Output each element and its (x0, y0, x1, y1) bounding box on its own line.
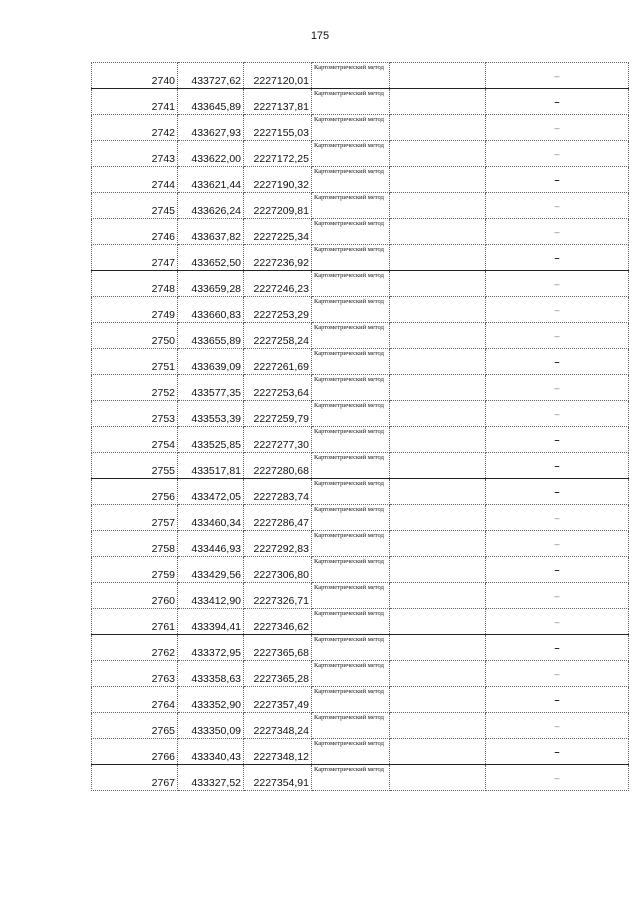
page-number: 175 (310, 30, 330, 42)
note-cell: – (486, 245, 629, 271)
x-coordinate-cell: 433358,63 (178, 661, 244, 687)
method-cell: Картометрический метод (312, 323, 390, 349)
note-cell: – (486, 453, 629, 479)
method-cell: Картометрический метод (312, 557, 390, 583)
x-coordinate-cell: 433660,83 (178, 297, 244, 323)
x-coordinate-cell: 433472,05 (178, 479, 244, 505)
point-number-cell: 2740 (92, 63, 178, 89)
note-cell: – (486, 609, 629, 635)
y-coordinate-cell: 2227259,79 (244, 401, 312, 427)
table-row (92, 765, 629, 791)
x-coordinate-cell: 433412,90 (178, 583, 244, 609)
table-row (92, 89, 629, 115)
empty-cell (390, 427, 486, 453)
x-coordinate-cell: 433645,89 (178, 89, 244, 115)
method-cell: Картометрический метод (312, 661, 390, 687)
x-coordinate-cell: 433659,28 (178, 271, 244, 297)
empty-cell (390, 349, 486, 375)
point-number-cell: 2748 (92, 271, 178, 297)
y-coordinate-cell: 2227354,91 (244, 765, 312, 791)
y-coordinate-cell: 2227286,47 (244, 505, 312, 531)
y-coordinate-cell: 2227283,74 (244, 479, 312, 505)
note-cell: – (486, 739, 629, 765)
note-cell: – (486, 401, 629, 427)
x-coordinate-cell: 433652,50 (178, 245, 244, 271)
method-cell: Картометрический метод (312, 63, 390, 89)
y-coordinate-cell: 2227357,49 (244, 687, 312, 713)
method-cell: Картометрический метод (312, 583, 390, 609)
note-cell: – (486, 193, 629, 219)
y-coordinate-cell: 2227277,30 (244, 427, 312, 453)
empty-cell (390, 297, 486, 323)
y-coordinate-cell: 2227190,32 (244, 167, 312, 193)
table-row (92, 141, 629, 167)
point-number-cell: 2764 (92, 687, 178, 713)
table-row (92, 713, 629, 739)
table-row (92, 505, 629, 531)
empty-cell (390, 583, 486, 609)
method-cell: Картометрический метод (312, 427, 390, 453)
y-coordinate-cell: 2227137,81 (244, 89, 312, 115)
empty-cell (390, 479, 486, 505)
empty-cell (390, 115, 486, 141)
method-cell: Картометрический метод (312, 635, 390, 661)
note-cell: – (486, 661, 629, 687)
y-coordinate-cell: 2227365,28 (244, 661, 312, 687)
empty-cell (390, 245, 486, 271)
table-row (92, 609, 629, 635)
method-cell: Картометрический метод (312, 245, 390, 271)
table-row (92, 453, 629, 479)
empty-cell (390, 453, 486, 479)
point-number-cell: 2742 (92, 115, 178, 141)
table-row (92, 427, 629, 453)
method-cell: Картометрический метод (312, 531, 390, 557)
y-coordinate-cell: 2227246,23 (244, 271, 312, 297)
note-cell: – (486, 349, 629, 375)
x-coordinate-cell: 433352,90 (178, 687, 244, 713)
table-row (92, 115, 629, 141)
x-coordinate-cell: 433637,82 (178, 219, 244, 245)
empty-cell (390, 739, 486, 765)
note-cell: – (486, 713, 629, 739)
x-coordinate-cell: 433460,34 (178, 505, 244, 531)
point-number-cell: 2753 (92, 401, 178, 427)
y-coordinate-cell: 2227236,92 (244, 245, 312, 271)
note-cell: – (486, 765, 629, 791)
point-number-cell: 2747 (92, 245, 178, 271)
x-coordinate-cell: 433446,93 (178, 531, 244, 557)
method-cell: Картометрический метод (312, 375, 390, 401)
table-row (92, 661, 629, 687)
point-number-cell: 2755 (92, 453, 178, 479)
table-row (92, 635, 629, 661)
x-coordinate-cell: 433577,35 (178, 375, 244, 401)
method-cell: Картометрический метод (312, 739, 390, 765)
method-cell: Картометрический метод (312, 193, 390, 219)
coordinates-table (91, 62, 629, 791)
table-row (92, 219, 629, 245)
note-cell: – (486, 479, 629, 505)
empty-cell (390, 141, 486, 167)
method-cell: Картометрический метод (312, 609, 390, 635)
point-number-cell: 2743 (92, 141, 178, 167)
empty-cell (390, 219, 486, 245)
x-coordinate-cell: 433626,24 (178, 193, 244, 219)
y-coordinate-cell: 2227225,34 (244, 219, 312, 245)
point-number-cell: 2751 (92, 349, 178, 375)
table-row (92, 401, 629, 427)
empty-cell (390, 63, 486, 89)
x-coordinate-cell: 433621,44 (178, 167, 244, 193)
x-coordinate-cell: 433553,39 (178, 401, 244, 427)
note-cell: – (486, 375, 629, 401)
y-coordinate-cell: 2227258,24 (244, 323, 312, 349)
point-number-cell: 2752 (92, 375, 178, 401)
empty-cell (390, 505, 486, 531)
point-number-cell: 2744 (92, 167, 178, 193)
empty-cell (390, 193, 486, 219)
table-row (92, 557, 629, 583)
table-row (92, 297, 629, 323)
empty-cell (390, 661, 486, 687)
method-cell: Картометрический метод (312, 297, 390, 323)
point-number-cell: 2762 (92, 635, 178, 661)
method-cell: Картометрический метод (312, 349, 390, 375)
x-coordinate-cell: 433350,09 (178, 713, 244, 739)
x-coordinate-cell: 433429,56 (178, 557, 244, 583)
table-row (92, 583, 629, 609)
point-number-cell: 2757 (92, 505, 178, 531)
coordinates-table-body (92, 63, 629, 791)
note-cell: – (486, 635, 629, 661)
point-number-cell: 2758 (92, 531, 178, 557)
empty-cell (390, 713, 486, 739)
point-number-cell: 2765 (92, 713, 178, 739)
empty-cell (390, 375, 486, 401)
y-coordinate-cell: 2227261,69 (244, 349, 312, 375)
note-cell: – (486, 583, 629, 609)
y-coordinate-cell: 2227348,12 (244, 739, 312, 765)
method-cell: Картометрический метод (312, 89, 390, 115)
point-number-cell: 2763 (92, 661, 178, 687)
table-row (92, 323, 629, 349)
method-cell: Картометрический метод (312, 115, 390, 141)
empty-cell (390, 271, 486, 297)
empty-cell (390, 765, 486, 791)
empty-cell (390, 401, 486, 427)
y-coordinate-cell: 2227120,01 (244, 63, 312, 89)
empty-cell (390, 635, 486, 661)
x-coordinate-cell: 433727,62 (178, 63, 244, 89)
method-cell: Картометрический метод (312, 453, 390, 479)
y-coordinate-cell: 2227155,03 (244, 115, 312, 141)
note-cell: – (486, 323, 629, 349)
table-row (92, 167, 629, 193)
note-cell: – (486, 531, 629, 557)
y-coordinate-cell: 2227253,64 (244, 375, 312, 401)
method-cell: Картометрический метод (312, 219, 390, 245)
table-row (92, 63, 629, 89)
method-cell: Картометрический метод (312, 271, 390, 297)
empty-cell (390, 89, 486, 115)
point-number-cell: 2761 (92, 609, 178, 635)
note-cell: – (486, 63, 629, 89)
method-cell: Картометрический метод (312, 401, 390, 427)
empty-cell (390, 531, 486, 557)
x-coordinate-cell: 433655,89 (178, 323, 244, 349)
y-coordinate-cell: 2227348,24 (244, 713, 312, 739)
table-row (92, 375, 629, 401)
y-coordinate-cell: 2227280,68 (244, 453, 312, 479)
y-coordinate-cell: 2227306,80 (244, 557, 312, 583)
table-row (92, 349, 629, 375)
method-cell: Картометрический метод (312, 765, 390, 791)
point-number-cell: 2756 (92, 479, 178, 505)
method-cell: Картометрический метод (312, 141, 390, 167)
note-cell: – (486, 271, 629, 297)
x-coordinate-cell: 433394,41 (178, 609, 244, 635)
point-number-cell: 2759 (92, 557, 178, 583)
point-number-cell: 2766 (92, 739, 178, 765)
method-cell: Картометрический метод (312, 687, 390, 713)
method-cell: Картометрический метод (312, 167, 390, 193)
table-row (92, 531, 629, 557)
note-cell: – (486, 141, 629, 167)
table-row (92, 687, 629, 713)
y-coordinate-cell: 2227365,68 (244, 635, 312, 661)
note-cell: – (486, 115, 629, 141)
note-cell: – (486, 297, 629, 323)
point-number-cell: 2745 (92, 193, 178, 219)
point-number-cell: 2746 (92, 219, 178, 245)
x-coordinate-cell: 433639,09 (178, 349, 244, 375)
y-coordinate-cell: 2227253,29 (244, 297, 312, 323)
method-cell: Картометрический метод (312, 713, 390, 739)
y-coordinate-cell: 2227292,83 (244, 531, 312, 557)
table-row (92, 245, 629, 271)
x-coordinate-cell: 433372,95 (178, 635, 244, 661)
y-coordinate-cell: 2227172,25 (244, 141, 312, 167)
y-coordinate-cell: 2227209,81 (244, 193, 312, 219)
x-coordinate-cell: 433627,93 (178, 115, 244, 141)
table-row (92, 739, 629, 765)
x-coordinate-cell: 433340,43 (178, 739, 244, 765)
y-coordinate-cell: 2227326,71 (244, 583, 312, 609)
x-coordinate-cell: 433517,81 (178, 453, 244, 479)
note-cell: – (486, 219, 629, 245)
empty-cell (390, 323, 486, 349)
x-coordinate-cell: 433622,00 (178, 141, 244, 167)
table-row (92, 193, 629, 219)
empty-cell (390, 609, 486, 635)
empty-cell (390, 557, 486, 583)
note-cell: – (486, 427, 629, 453)
point-number-cell: 2754 (92, 427, 178, 453)
point-number-cell: 2750 (92, 323, 178, 349)
note-cell: – (486, 505, 629, 531)
note-cell: – (486, 557, 629, 583)
table-row (92, 479, 629, 505)
point-number-cell: 2749 (92, 297, 178, 323)
empty-cell (390, 687, 486, 713)
method-cell: Картометрический метод (312, 505, 390, 531)
table-row (92, 271, 629, 297)
note-cell: – (486, 89, 629, 115)
x-coordinate-cell: 433327,52 (178, 765, 244, 791)
point-number-cell: 2741 (92, 89, 178, 115)
note-cell: – (486, 687, 629, 713)
point-number-cell: 2760 (92, 583, 178, 609)
point-number-cell: 2767 (92, 765, 178, 791)
y-coordinate-cell: 2227346,62 (244, 609, 312, 635)
empty-cell (390, 167, 486, 193)
note-cell: – (486, 167, 629, 193)
x-coordinate-cell: 433525,85 (178, 427, 244, 453)
method-cell: Картометрический метод (312, 479, 390, 505)
